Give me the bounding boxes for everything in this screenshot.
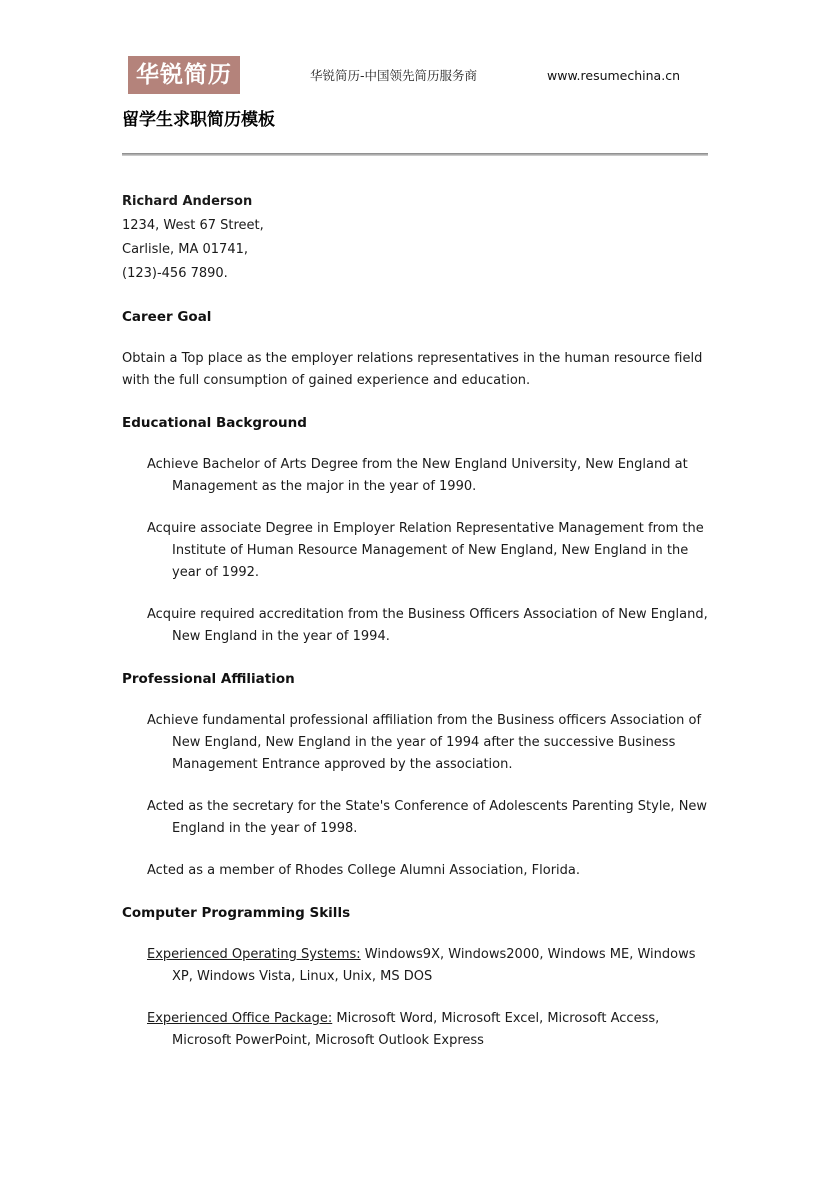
section-educational-background (122, 412, 708, 648)
horizontal-divider (122, 153, 708, 156)
document-body (122, 108, 708, 1052)
list-item: Acquire required accreditation from the Business Officers Association of New England, New England in the year of 1994. (147, 607, 708, 644)
candidate-name: Richard Anderson (122, 194, 253, 209)
list-item: Achieve fundamental professional affiliation from the Business officers Association of New England, New England in the year of 1994 after the successive Business Management Entrance approved by the association. (147, 713, 702, 772)
section-heading: Computer Programming Skills (122, 905, 351, 921)
skill-category-label: Experienced Operating Systems: (147, 947, 361, 962)
phone-number: (123)-456 7890. (122, 266, 228, 281)
skill-category-label: Experienced Office Package: (147, 1011, 333, 1026)
page-title: 留学生求职简历模板 (122, 110, 275, 130)
section-heading: Career Goal (122, 309, 212, 325)
career-goal-paragraph: Obtain a Top place as the employer relations representatives in the human resource field with the full consumption of gained experience and education. (122, 351, 703, 388)
list-item: Acquire associate Degree in Employer Relation Representative Management from the Institute of Human Resource Management of New England, New England in the year of 1992. (147, 521, 704, 580)
skill-list: Microsoft Word, Microsoft Excel, Microsoft Access, Microsoft PowerPoint, Microsoft Outlook Express (172, 1011, 660, 1048)
skill-item (122, 1008, 708, 1052)
address-line-2: Carlisle, MA 01741, (122, 242, 248, 257)
list-item: Acted as a member of Rhodes College Alumni Association, Florida. (147, 863, 581, 878)
section-heading: Professional Affiliation (122, 671, 295, 687)
skill-item (122, 944, 708, 988)
resume-document-page (0, 56, 833, 1179)
contact-block (122, 190, 708, 286)
section-computer-programming-skills (122, 902, 708, 1052)
brand-logo: 华锐简历 (128, 56, 240, 94)
list-item: Achieve Bachelor of Arts Degree from the New England University, New England at Management as the major in the year of 1990. (147, 457, 688, 494)
section-professional-affiliation (122, 668, 708, 882)
skill-list: Windows9X, Windows2000, Windows ME, Windows XP, Windows Vista, Linux, Unix, MS DOS (172, 947, 696, 984)
page-header (128, 56, 680, 94)
address-line-1: 1234, West 67 Street, (122, 218, 264, 233)
list-item: Acted as the secretary for the State's Conference of Adolescents Parenting Style, New England in the year of 1998. (147, 799, 708, 836)
website-link[interactable]: www.resumechina.cn (547, 67, 680, 83)
section-career-goal (122, 306, 708, 392)
section-heading: Educational Background (122, 415, 307, 431)
brand-tagline: 华锐简历-中国领先简历服务商 (310, 68, 478, 83)
